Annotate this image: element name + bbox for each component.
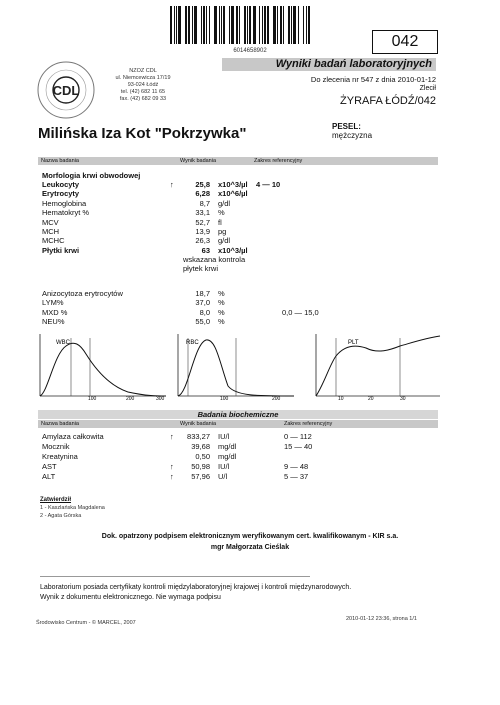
report-number: 042 <box>372 30 438 54</box>
barcode-bar <box>231 6 234 44</box>
result-row <box>38 199 338 208</box>
patient-name: Milińska Iza Kot "Pokrzywka" <box>38 125 247 142</box>
barcode-bar <box>209 6 210 44</box>
barcode-bar <box>253 6 256 44</box>
barcode-bar <box>308 6 310 44</box>
result-value: 8,0 <box>199 307 210 317</box>
wbc-label: WBC <box>56 340 70 346</box>
barcode-bar <box>239 6 240 44</box>
result-unit: x10^3/µl <box>218 245 248 255</box>
barcode-bar <box>288 6 290 44</box>
plt-tick: 20 <box>368 396 374 400</box>
col-range: Zakres referencyjny <box>284 421 333 427</box>
col-test: Nazwa badania <box>41 421 79 427</box>
test-name: MXD % <box>42 307 68 317</box>
barcode-bar <box>291 6 292 44</box>
result-unit: IU/l <box>218 462 230 471</box>
barcode-bar <box>185 6 187 44</box>
result-unit: IU/l <box>218 432 230 441</box>
barcode-bar <box>206 6 207 44</box>
abnormal-flag: ↑ <box>170 180 174 189</box>
test-name: Amylaza całkowita <box>42 432 104 441</box>
barcode-bar <box>306 6 307 44</box>
plt-tick: 30 <box>400 396 406 400</box>
logo-text: CDL <box>52 83 80 98</box>
barcode-bar <box>236 6 238 44</box>
test-name: Erytrocyty <box>42 189 80 199</box>
barcode-bar <box>211 6 213 44</box>
barcode-bar <box>223 6 225 44</box>
rbc-tick: 200 <box>272 396 281 400</box>
test-name: ALT <box>42 472 56 481</box>
barcode-bar <box>219 6 220 44</box>
result-unit: % <box>218 298 225 308</box>
result-row <box>38 189 338 198</box>
test-name: MCH <box>42 227 60 236</box>
lab-fax: fax. (42) 682 09 33 <box>119 96 167 102</box>
result-value: 57,96 <box>191 472 210 481</box>
test-name: AST <box>42 462 57 471</box>
result-value: 63 <box>201 245 210 255</box>
barcode-bar <box>303 6 304 44</box>
abnormal-flag: ↑ <box>170 472 174 481</box>
lab-address-line2: 93-024 Łódź <box>127 82 159 88</box>
test-name: Hemoglobina <box>42 198 87 208</box>
approved-label: Zatwierdził <box>40 497 72 503</box>
wbc-tick: 100 <box>88 396 97 400</box>
result-unit: mg/dl <box>218 452 237 461</box>
result-value: 50,98 <box>191 462 210 471</box>
barcode-bar <box>280 6 282 44</box>
wbc-histogram <box>38 334 168 400</box>
barcode-bar <box>293 6 296 44</box>
lab-address <box>103 68 183 103</box>
patient-gender: mężczyzna <box>332 131 373 140</box>
result-row <box>38 432 338 441</box>
plt-tick: 10 <box>338 396 344 400</box>
test-name: Kreatynina <box>42 452 78 461</box>
result-row <box>38 236 338 245</box>
pesel-label: PESEL: <box>332 122 361 131</box>
wbc-tick: 300 <box>156 396 165 400</box>
barcode-bar <box>262 6 263 44</box>
barcode-bar <box>298 6 299 44</box>
signature-name: mgr Małgorzata Cieślak <box>210 544 290 551</box>
reference-range: 0,0 — 15,0 <box>282 307 319 317</box>
barcode-bar <box>259 6 260 44</box>
abnormal-flag: ↑ <box>170 432 174 441</box>
result-unit: % <box>218 289 225 298</box>
plt-label: PLT <box>348 340 359 346</box>
barcode-bar <box>277 6 278 44</box>
result-value: 37,0 <box>195 298 210 308</box>
result-unit: U/l <box>218 472 228 481</box>
result-value: 55,0 <box>195 317 210 327</box>
reference-range: 4 — 10 <box>256 180 281 189</box>
rbc-histogram <box>176 334 296 400</box>
software-credit: Środowisko Centrum - © MARCEL, 2007 <box>36 620 136 626</box>
signature-block <box>36 531 464 553</box>
lab-name: NZOZ CDL <box>129 68 157 74</box>
reference-range: 5 — 37 <box>284 472 309 481</box>
barcode-bar <box>249 6 251 44</box>
result-unit: % <box>218 317 225 327</box>
barcode-bar <box>244 6 246 44</box>
signature-line: Dok. opatrzony podpisem elektronicznym weryfikowanym cert. kwalifikowanym - KIR s.a. <box>101 533 399 540</box>
result-row <box>38 442 338 451</box>
order-line: Do zlecenia nr 547 z dnia 2010-01-12 <box>310 75 436 84</box>
barcode-bar <box>203 6 205 44</box>
result-value: 6,28 <box>195 189 210 199</box>
barcode-bar <box>271 6 272 44</box>
barcode-bar <box>283 6 284 44</box>
plt-histogram <box>314 334 442 400</box>
wbc-tick: 200 <box>126 396 135 400</box>
barcode-bar <box>174 6 175 44</box>
result-value: 13,9 <box>195 227 210 236</box>
approver-2: 2 - Agata Górska <box>40 513 82 519</box>
barcode-bar <box>273 6 276 44</box>
cdl-logo-icon <box>36 60 96 120</box>
result-row <box>38 298 338 307</box>
result-unit: x10^6/µl <box>218 189 248 199</box>
result-value: 8,7 <box>199 198 210 208</box>
result-unit: % <box>218 307 225 317</box>
result-value: 39,68 <box>191 442 210 451</box>
result-unit: % <box>218 208 225 218</box>
certification-note: Laboratorium posiada certyfikaty kontroli międzylaboratoryjnej krajowej i kontroli międzynarodowych. <box>40 584 352 591</box>
barcode-bar <box>214 6 217 44</box>
barcode-bar <box>247 6 248 44</box>
rbc-tick: 100 <box>220 396 229 400</box>
barcode-bar <box>300 6 302 44</box>
barcode-bar <box>241 6 242 44</box>
client-name: ŻYRAFA ŁÓDŹ/042 <box>340 95 436 107</box>
barcode-bar <box>194 6 197 44</box>
result-row <box>38 180 338 189</box>
col-result: Wynik badania <box>180 421 217 427</box>
result-row <box>38 462 338 471</box>
barcode-bar <box>192 6 193 44</box>
approver-1: 1 - Kaszlańska Magdalena <box>40 505 105 511</box>
morphology-note: wskazana kontrola <box>183 255 246 264</box>
barcode-bar <box>198 6 199 44</box>
result-row <box>38 246 338 255</box>
abnormal-flag: ↑ <box>170 462 174 471</box>
result-unit: g/dl <box>218 236 231 246</box>
biochem-column-header <box>38 420 438 428</box>
col-range: Zakres referencyjny <box>254 158 303 164</box>
rbc-label: RBC <box>186 340 199 346</box>
result-row <box>38 452 338 461</box>
barcode-bar <box>285 6 286 44</box>
barcode <box>170 6 330 46</box>
footer-notes <box>40 583 460 603</box>
reference-range: 0 — 112 <box>284 432 312 441</box>
test-name: MCHC <box>42 236 65 246</box>
result-value: 26,3 <box>195 236 210 246</box>
morphology-note-2: płytek krwi <box>183 264 219 273</box>
result-unit: mg/dl <box>218 442 237 451</box>
lab-address-line1: ul. Niemcewicza 17/19 <box>115 75 171 81</box>
barcode-bar <box>229 6 230 44</box>
result-row <box>38 308 338 317</box>
result-value: 18,7 <box>195 289 210 298</box>
morphology-title: Morfologia krwi obwodowej <box>42 171 141 180</box>
result-row <box>38 227 338 236</box>
col-result: Wynik badania <box>180 158 217 164</box>
result-value: 833,27 <box>187 432 210 441</box>
result-unit: x10^3/µl <box>218 180 248 189</box>
biochem-section-title: Badania biochemiczne <box>38 410 438 419</box>
test-name: MCV <box>42 217 59 227</box>
lab-phone: tel. (42) 682 11 65 <box>120 89 166 95</box>
reference-range: 15 — 40 <box>284 442 313 451</box>
test-name: Leukocyty <box>42 180 80 189</box>
barcode-bar <box>176 6 177 44</box>
barcode-bar <box>257 6 258 44</box>
barcode-bar <box>221 6 222 44</box>
barcode-bar <box>178 6 181 44</box>
result-row <box>38 218 338 227</box>
divider <box>40 576 310 577</box>
barcode-bar <box>227 6 228 44</box>
result-unit: pg <box>218 227 227 236</box>
result-unit: fl <box>218 217 222 227</box>
result-value: 0,50 <box>195 452 210 461</box>
result-value: 25,8 <box>195 180 210 189</box>
col-test: Nazwa badania <box>41 158 79 164</box>
morphology-column-header <box>38 157 438 165</box>
test-name: Płytki krwi <box>42 245 80 255</box>
barcode-bar <box>188 6 190 44</box>
client-label: Zlecił <box>419 85 436 92</box>
test-name: Hematokryt % <box>42 208 90 218</box>
barcode-bar <box>264 6 266 44</box>
result-row <box>38 472 338 481</box>
reference-range: 9 — 48 <box>284 462 309 471</box>
result-row <box>38 289 338 298</box>
result-value: 33,1 <box>195 208 210 218</box>
test-name: LYM% <box>42 298 64 308</box>
result-value: 52,7 <box>195 217 210 227</box>
test-name: Mocznik <box>42 442 70 451</box>
result-row <box>38 317 338 326</box>
barcode-bar <box>183 6 184 44</box>
result-row <box>38 208 338 217</box>
print-timestamp: 2010-01-12 23:36, strona 1/1 <box>346 616 417 622</box>
barcode-bar <box>201 6 202 44</box>
report-title: Wyniki badań laboratoryjnych <box>222 58 436 71</box>
test-name: NEU% <box>42 317 65 327</box>
barcode-bar <box>267 6 269 44</box>
electronic-note: Wynik z dokumentu elektronicznego. Nie wymaga podpisu <box>40 594 221 601</box>
barcode-bar <box>170 6 172 44</box>
test-name: Anizocytoza erytrocytów <box>42 289 123 298</box>
barcode-number: 6014658902 <box>233 48 267 54</box>
result-unit: g/dl <box>218 198 231 208</box>
